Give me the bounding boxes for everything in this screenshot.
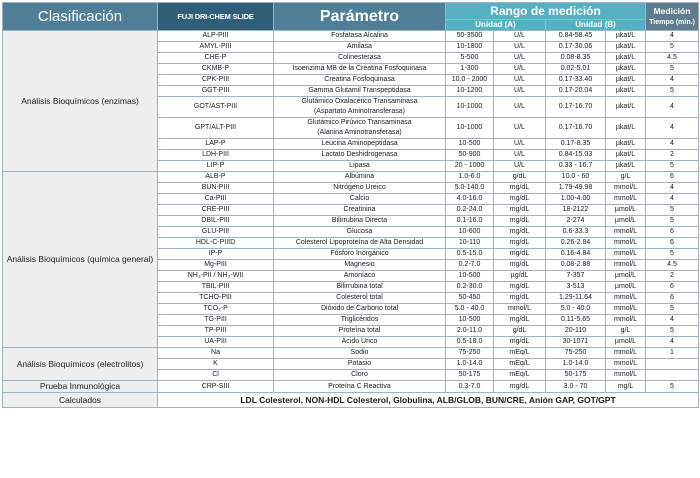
slide-cell: HDL-C-PIIID: [158, 238, 274, 249]
slide-cell: TCO₂-P: [158, 304, 274, 315]
time-cell: 5: [646, 205, 699, 216]
slide-cell: TCHO-PIII: [158, 293, 274, 304]
unit-b-cell: mmol/L: [606, 359, 646, 370]
time-cell: 4.5: [646, 260, 699, 271]
slide-cell: TBIL-PIII: [158, 282, 274, 293]
table-row: [3, 172, 699, 183]
parameter-cell: Creatina Fosfoquinasa: [274, 75, 446, 86]
range-a-cell: 4.0-16.0: [446, 194, 494, 205]
calculated-value: LDL Colesterol, NON-HDL Colesterol, Globulina, ALB/GLOB, BUN/CRE, Anión GAP, GOT/GPT: [158, 393, 699, 408]
measurement-table: [2, 2, 699, 408]
range-b-cell: 2-274: [546, 216, 606, 227]
unit-b-cell: µmol/L: [606, 337, 646, 348]
unit-a-cell: U/L: [494, 75, 546, 86]
slide-cell: CHE-P: [158, 53, 274, 64]
parameter-cell: Bilirrubina total: [274, 282, 446, 293]
parameter-cell: [274, 97, 446, 118]
header-time-label: Tiempo (min.): [649, 18, 695, 26]
unit-b-cell: µkat/L: [606, 150, 646, 161]
unit-b-cell: g/L: [606, 326, 646, 337]
range-b-cell: 0.17-16.70: [546, 118, 606, 139]
header-classification: Clasificación: [3, 3, 158, 31]
unit-b-cell: µmol/L: [606, 216, 646, 227]
unit-b-cell: µkat/L: [606, 97, 646, 118]
unit-a-cell: U/L: [494, 53, 546, 64]
parameter-cell: Fósforo Inorgánico: [274, 249, 446, 260]
unit-a-cell: mg/dL: [494, 238, 546, 249]
range-a-cell: 5.0 - 40.0: [446, 304, 494, 315]
calculated-label: Calculados: [3, 393, 158, 408]
slide-cell: IP-P: [158, 249, 274, 260]
range-a-cell: 20 - 1000: [446, 161, 494, 172]
time-cell: 6: [646, 238, 699, 249]
unit-a-cell: U/L: [494, 139, 546, 150]
unit-a-cell: mg/dL: [494, 249, 546, 260]
unit-b-cell: mmol/L: [606, 304, 646, 315]
range-a-cell: 0.3-7.0: [446, 381, 494, 393]
parameter-cell: Triglicéridos: [274, 315, 446, 326]
range-a-cell: 10-500: [446, 271, 494, 282]
unit-a-cell: mg/dL: [494, 293, 546, 304]
range-a-cell: 5.0-140.0: [446, 183, 494, 194]
range-a-cell: 50-900: [446, 150, 494, 161]
parameter-cell: Cloro: [274, 370, 446, 381]
time-cell: 6: [646, 282, 699, 293]
unit-b-cell: mmol/L: [606, 194, 646, 205]
unit-a-cell: mg/dL: [494, 282, 546, 293]
classification-cell: Análisis Bioquímicos (química general): [3, 172, 158, 348]
slide-cell: UA-PIII: [158, 337, 274, 348]
range-b-cell: 5.0 - 40.0: [546, 304, 606, 315]
range-b-cell: 3-513: [546, 282, 606, 293]
unit-b-cell: mmol/L: [606, 227, 646, 238]
slide-cell: GOT/AST-PIII: [158, 97, 274, 118]
range-b-cell: 7-357: [546, 271, 606, 282]
range-a-cell: 0.2-7.0: [446, 260, 494, 271]
unit-a-cell: mg/dL: [494, 315, 546, 326]
range-b-cell: 0.17-8.35: [546, 139, 606, 150]
time-cell: 5: [646, 42, 699, 53]
range-b-cell: 3.0 - 70: [546, 381, 606, 393]
range-a-cell: 1.0-6.0: [446, 172, 494, 183]
time-cell: 4: [646, 118, 699, 139]
range-a-cell: 10.0 - 2000: [446, 75, 494, 86]
unit-a-cell: g/dL: [494, 172, 546, 183]
range-b-cell: 1.29-11.64: [546, 293, 606, 304]
slide-cell: BUN-PIII: [158, 183, 274, 194]
slide-cell: TP-PIII: [158, 326, 274, 337]
unit-a-cell: mEq/L: [494, 348, 546, 359]
time-cell: 6: [646, 227, 699, 238]
parameter-cell: Colesterol Lipoproteína de Alta Densidad: [274, 238, 446, 249]
time-cell: 4: [646, 194, 699, 205]
range-a-cell: 10-1000: [446, 97, 494, 118]
unit-b-cell: mmol/L: [606, 370, 646, 381]
unit-b-cell: µmol/L: [606, 282, 646, 293]
unit-b-cell: mmol/L: [606, 348, 646, 359]
unit-b-cell: mmol/L: [606, 260, 646, 271]
time-cell: [646, 359, 699, 370]
unit-a-cell: mEq/L: [494, 359, 546, 370]
slide-cell: NH₃-PII / NH₃-WII: [158, 271, 274, 282]
classification-cell: Prueba Inmunológica: [3, 381, 158, 393]
range-a-cell: 0.1-16.0: [446, 216, 494, 227]
range-a-cell: 50-3500: [446, 31, 494, 42]
range-b-cell: 20-110: [546, 326, 606, 337]
range-b-cell: 0.17-33.40: [546, 75, 606, 86]
parameter-cell: Potasio: [274, 359, 446, 370]
slide-cell: GGT-PIII: [158, 86, 274, 97]
parameter-cell: Nitrógeno Ureico: [274, 183, 446, 194]
unit-b-cell: µkat/L: [606, 139, 646, 150]
parameter-cell: Colinesterasa: [274, 53, 446, 64]
parameter-cell: Ácido Úrico: [274, 337, 446, 348]
range-a-cell: 75-250: [446, 348, 494, 359]
range-a-cell: 10-600: [446, 227, 494, 238]
range-a-cell: 50-450: [446, 293, 494, 304]
range-b-cell: 0.17-20.04: [546, 86, 606, 97]
parameter-cell: Isoenzima MB de la Creatina Fosfoquinasa: [274, 64, 446, 75]
unit-a-cell: mg/dL: [494, 183, 546, 194]
unit-a-cell: mmol/L: [494, 304, 546, 315]
time-cell: 4: [646, 183, 699, 194]
unit-a-cell: U/L: [494, 42, 546, 53]
unit-a-cell: U/L: [494, 31, 546, 42]
range-a-cell: 0.2-30.0: [446, 282, 494, 293]
slide-cell: DBIL-PIII: [158, 216, 274, 227]
classification-cell: Análisis Bioquímicos (electrolitos): [3, 348, 158, 381]
range-a-cell: 10-500: [446, 315, 494, 326]
range-a-cell: 0.5-15.0: [446, 249, 494, 260]
parameter-line-1: Glutámico Oxalacético Transaminasa: [301, 98, 418, 105]
unit-a-cell: U/L: [494, 64, 546, 75]
unit-b-cell: µkat/L: [606, 53, 646, 64]
header-range: Rango de medición: [446, 3, 646, 20]
time-cell: 2: [646, 150, 699, 161]
range-a-cell: 0.2-24.0: [446, 205, 494, 216]
time-cell: 6: [646, 293, 699, 304]
range-b-cell: 0.11-5.65: [546, 315, 606, 326]
range-a-cell: 10-500: [446, 139, 494, 150]
slide-cell: K: [158, 359, 274, 370]
range-a-cell: 5-500: [446, 53, 494, 64]
range-b-cell: 0.33 - 16.7: [546, 161, 606, 172]
parameter-line-2: (Aspartato Aminotransferasa): [313, 108, 406, 115]
time-cell: 5: [646, 64, 699, 75]
unit-a-cell: mg/dL: [494, 381, 546, 393]
range-a-cell: 0.5-18.0: [446, 337, 494, 348]
slide-cell: LDH-PIII: [158, 150, 274, 161]
range-a-cell: 2.0-11.0: [446, 326, 494, 337]
table-row: [3, 31, 699, 42]
parameter-cell: Leucina Aminopeptidasa: [274, 139, 446, 150]
range-a-cell: 1.0-14.0: [446, 359, 494, 370]
unit-b-cell: µkat/L: [606, 161, 646, 172]
classification-cell: Análisis Bioquímicos (enzimas): [3, 31, 158, 172]
range-b-cell: 0.08-2.88: [546, 260, 606, 271]
unit-b-cell: mg/L: [606, 381, 646, 393]
table-row: [3, 348, 699, 359]
range-b-cell: 1.0-14.0: [546, 359, 606, 370]
unit-b-cell: mmol/L: [606, 183, 646, 194]
unit-a-cell: U/L: [494, 118, 546, 139]
parameter-cell: Proteína total: [274, 326, 446, 337]
slide-cell: CKMB-P: [158, 64, 274, 75]
unit-b-cell: mmol/L: [606, 293, 646, 304]
range-a-cell: 10-1000: [446, 118, 494, 139]
range-b-cell: 75-250: [546, 348, 606, 359]
range-a-cell: 10-1800: [446, 42, 494, 53]
parameter-cell: Bilirrubina Directa: [274, 216, 446, 227]
time-cell: 5: [646, 86, 699, 97]
slide-cell: AMYL-PIII: [158, 42, 274, 53]
parameter-cell: Albúmina: [274, 172, 446, 183]
unit-a-cell: mg/dL: [494, 260, 546, 271]
parameter-cell: [274, 118, 446, 139]
unit-a-cell: U/L: [494, 86, 546, 97]
slide-cell: ALB-P: [158, 172, 274, 183]
parameter-cell: Amilasa: [274, 42, 446, 53]
range-b-cell: 0.08-8.35: [546, 53, 606, 64]
unit-a-cell: U/L: [494, 150, 546, 161]
parameter-cell: Lactato Deshidrogenasa: [274, 150, 446, 161]
table-body: [3, 31, 699, 393]
slide-cell: Ca-PIII: [158, 194, 274, 205]
time-cell: 5: [646, 249, 699, 260]
parameter-cell: Calcio: [274, 194, 446, 205]
parameter-line-2: (Alanina Aminotransferasa): [317, 129, 402, 136]
unit-a-cell: mg/dL: [494, 205, 546, 216]
range-b-cell: 0.17-16.70: [546, 97, 606, 118]
time-cell: 4: [646, 139, 699, 150]
slide-cell: CRP-SIII: [158, 381, 274, 393]
slide-cell: Mg-PIII: [158, 260, 274, 271]
parameter-cell: Creatinina: [274, 205, 446, 216]
time-cell: 4: [646, 75, 699, 86]
time-cell: 4: [646, 97, 699, 118]
unit-b-cell: mmol/L: [606, 238, 646, 249]
range-b-cell: 1.79-49.98: [546, 183, 606, 194]
unit-a-cell: g/dL: [494, 326, 546, 337]
slide-cell: Cl: [158, 370, 274, 381]
unit-a-cell: mg/dL: [494, 227, 546, 238]
range-b-cell: 10.0 - 60: [546, 172, 606, 183]
unit-a-cell: µg/dL: [494, 271, 546, 282]
parameter-cell: Glucosa: [274, 227, 446, 238]
unit-b-cell: mmol/L: [606, 249, 646, 260]
slide-cell: ALP-PIII: [158, 31, 274, 42]
unit-a-cell: mg/dL: [494, 337, 546, 348]
slide-cell: LAP-P: [158, 139, 274, 150]
range-b-cell: 0.84-58.45: [546, 31, 606, 42]
parameter-cell: Dióxido de Carbono total: [274, 304, 446, 315]
time-cell: 5: [646, 304, 699, 315]
unit-b-cell: µkat/L: [606, 31, 646, 42]
unit-a-cell: mEq/L: [494, 370, 546, 381]
time-cell: 6: [646, 172, 699, 183]
range-b-cell: 50-175: [546, 370, 606, 381]
unit-b-cell: µkat/L: [606, 42, 646, 53]
header-unit-a: Unidad (A): [446, 20, 546, 31]
parameter-cell: Amoníaco: [274, 271, 446, 282]
time-cell: 4.5: [646, 53, 699, 64]
range-b-cell: 30-1071: [546, 337, 606, 348]
slide-cell: CRE-PIII: [158, 205, 274, 216]
range-b-cell: 18-2122: [546, 205, 606, 216]
unit-b-cell: µmol/L: [606, 271, 646, 282]
unit-b-cell: µmol/L: [606, 205, 646, 216]
range-b-cell: 1.00-4.00: [546, 194, 606, 205]
time-cell: 5: [646, 326, 699, 337]
slide-cell: CPK-PIII: [158, 75, 274, 86]
time-cell: 5: [646, 381, 699, 393]
range-a-cell: 50-175: [446, 370, 494, 381]
range-b-cell: 0.17-30.06: [546, 42, 606, 53]
parameter-cell: Gamma Glutamil Transpeptidasa: [274, 86, 446, 97]
time-cell: 5: [646, 216, 699, 227]
unit-a-cell: mg/dL: [494, 216, 546, 227]
header-measurement-label: Medición: [653, 5, 691, 16]
header-parameter: Parámetro: [274, 3, 446, 31]
header-slide: FUJI DRI-CHEM SLIDE: [158, 3, 274, 31]
range-b-cell: 0.16-4.84: [546, 249, 606, 260]
parameter-cell: Lipasa: [274, 161, 446, 172]
slide-cell: LIP-P: [158, 161, 274, 172]
table-row-calculated: [3, 393, 699, 408]
unit-b-cell: µkat/L: [606, 64, 646, 75]
parameter-cell: Proteína C Reactiva: [274, 381, 446, 393]
range-a-cell: 1-300: [446, 64, 494, 75]
unit-b-cell: g/L: [606, 172, 646, 183]
range-b-cell: 0.02-5.01: [546, 64, 606, 75]
range-a-cell: 10-1200: [446, 86, 494, 97]
time-cell: 5: [646, 161, 699, 172]
parameter-cell: Magnesio: [274, 260, 446, 271]
header-unit-b: Unidad (B): [546, 20, 646, 31]
time-cell: 4: [646, 337, 699, 348]
parameter-line-1: Glutámico Pirúvico Transaminasa: [307, 119, 412, 126]
slide-cell: Na: [158, 348, 274, 359]
parameter-cell: Colesterol total: [274, 293, 446, 304]
unit-a-cell: U/L: [494, 97, 546, 118]
unit-b-cell: mmol/L: [606, 315, 646, 326]
slide-cell: GPT/ALT-PIII: [158, 118, 274, 139]
unit-b-cell: µkat/L: [606, 75, 646, 86]
slide-cell: TG-PIII: [158, 315, 274, 326]
time-cell: 2: [646, 271, 699, 282]
range-b-cell: 0.84-15.03: [546, 150, 606, 161]
header-measurement: [646, 3, 699, 31]
parameter-cell: Fosfatasa Alcalina: [274, 31, 446, 42]
parameter-cell: Sodio: [274, 348, 446, 359]
unit-a-cell: U/L: [494, 161, 546, 172]
time-cell: [646, 370, 699, 381]
unit-b-cell: µkat/L: [606, 118, 646, 139]
slide-cell: GLU-PIII: [158, 227, 274, 238]
unit-b-cell: µkat/L: [606, 86, 646, 97]
range-a-cell: 10-110: [446, 238, 494, 249]
unit-a-cell: mg/dL: [494, 194, 546, 205]
range-b-cell: 0.6-33.3: [546, 227, 606, 238]
time-cell: 4: [646, 315, 699, 326]
time-cell: 4: [646, 31, 699, 42]
time-cell: 1: [646, 348, 699, 359]
table-row: [3, 381, 699, 393]
range-b-cell: 0.26-2.84: [546, 238, 606, 249]
